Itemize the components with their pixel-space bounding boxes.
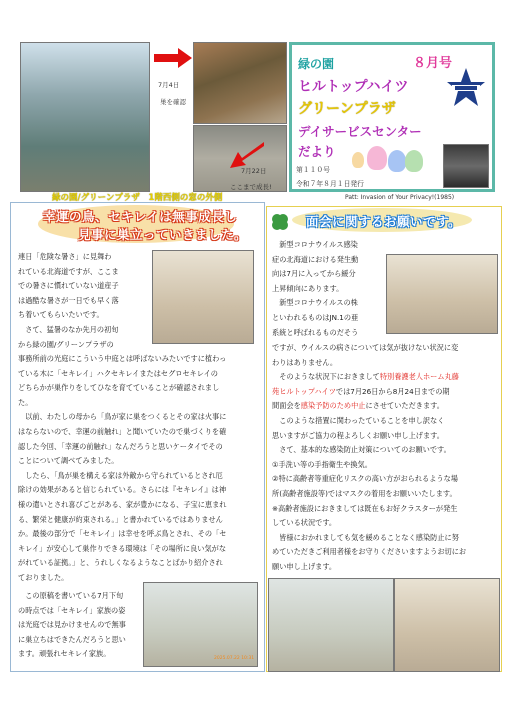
photo-residents-table bbox=[143, 582, 258, 667]
photo-nest-jul4 bbox=[193, 42, 287, 124]
left-line: さて、猛暑のなか先月の初旬 bbox=[18, 324, 119, 334]
right-line: といわれるものはJN.1の亜 bbox=[272, 312, 359, 322]
right-line: このような措置に関わったていることを申し訳なく bbox=[272, 415, 445, 425]
left-line: は光庭では見かけませんので無事 bbox=[18, 620, 126, 630]
left-line: た。 bbox=[18, 397, 33, 407]
photo-wheelchair-resident bbox=[394, 578, 500, 672]
right-line: めていただきご利用者様をお守りくださいますようお切にお bbox=[272, 547, 467, 557]
clover-icon bbox=[270, 212, 290, 232]
right-line: 皆様におかれましても気を緩めることなく感染防止に努 bbox=[272, 532, 459, 542]
masthead-line3: デイサービスセンター bbox=[298, 124, 422, 139]
right-line: している状況です。 bbox=[272, 518, 337, 528]
notice-facility-name-2: 苑ヒルトップハイツ bbox=[272, 386, 336, 396]
album-credit: Patt: Invasion of Your Privacy!(1985) bbox=[345, 194, 455, 201]
right-line: ①手洗い等の手指衛生や換気。 bbox=[272, 459, 372, 469]
photo-elderly-resident bbox=[386, 254, 498, 334]
right-para-top bbox=[272, 238, 390, 340]
left-line: 除けの効果があると信じられている。さらには『セキレイ』は神 bbox=[18, 485, 227, 495]
notice-text: にさせていただきます。 bbox=[365, 401, 444, 411]
left-line: ます。頑張れセキレイ家族。 bbox=[18, 649, 111, 659]
left-line: は過酷な暑さが一日でも早く落 bbox=[18, 295, 119, 305]
right-notice-line3 bbox=[272, 399, 498, 414]
caption-jul4-note: 巣を確認 bbox=[160, 98, 186, 106]
right-line: 向は7月に入ってから緩分 bbox=[272, 269, 356, 279]
left-line: キレイ」が安心して巣作りできる環境は「その場所に良い気がな bbox=[18, 543, 227, 553]
left-line: ち着いてもらいたいです。 bbox=[18, 310, 104, 320]
arrow-down-left-icon bbox=[226, 140, 266, 170]
left-line: この原稿を書いている7月下旬 bbox=[18, 591, 124, 600]
notice-text: そのような状況下におきまして bbox=[272, 372, 380, 382]
right-line: わりはありません。 bbox=[272, 357, 338, 367]
left-headline-2: 見事に巣立っていきました。 bbox=[78, 227, 248, 242]
left-headline-1: 幸運の鳥、セキレイは無事成長し bbox=[43, 209, 238, 224]
ghost-mascot-small-icon bbox=[352, 152, 364, 168]
photo-staff-with-resident bbox=[268, 578, 394, 672]
left-para-bottom bbox=[18, 589, 154, 662]
photo-staff-and-resident bbox=[152, 250, 254, 344]
notice-suspension: 感染予防のため中止 bbox=[300, 401, 366, 411]
left-line: がれている証拠。」と、うれしくなるようなことばかり紹介され bbox=[18, 558, 223, 568]
right-line: 所(高齢者施設等)ではマスクの着用をお願いいたします。 bbox=[272, 488, 457, 498]
right-line: 系統と呼ばれるものだそう bbox=[272, 327, 359, 337]
right-line: 思いますがご協力の程よろしくお願い申し上げます。 bbox=[272, 430, 444, 440]
left-line: の時点では「セキレイ」家族の姿 bbox=[18, 605, 126, 615]
caption-jul22-date: 7月22日 bbox=[241, 167, 267, 175]
team-star-logo-icon bbox=[446, 66, 486, 110]
right-notice-line1 bbox=[272, 370, 498, 385]
masthead-issue-date: 令和７年８月１日発行 bbox=[296, 180, 364, 188]
right-line: ※高齢者施設におきましては既在もお好クラスターが発生 bbox=[272, 503, 458, 513]
left-line: 連日「危険な暑さ」に見舞わ bbox=[18, 252, 112, 261]
left-line: どちらかが巣作りをしてひなを育てていることが確認されまし bbox=[18, 383, 220, 393]
right-line: ②特に高齢者等重症化リスクの高い方がおられるような場 bbox=[272, 474, 458, 484]
caption-jul4-date: 7月4日 bbox=[158, 81, 180, 89]
left-line: れている北海道ですが、ここま bbox=[18, 266, 119, 276]
left-line: に巣立ちはできたんだろうと思い bbox=[18, 634, 126, 644]
right-line: 願い申し上げます。 bbox=[272, 561, 337, 571]
right-line: 新型コロナウイルス感染 bbox=[272, 240, 358, 249]
left-line: から緑の園/グリーンプラザの bbox=[18, 339, 114, 349]
ghost-mascot-blue-icon bbox=[388, 150, 406, 172]
right-line: 新型コロナウイルスの株 bbox=[272, 298, 358, 308]
right-line: 上昇傾向にあります。 bbox=[272, 283, 344, 293]
caption-jul22-note: ここまで成長! bbox=[230, 183, 272, 191]
left-line: 以前、わたしの母から「鳥が家に巣をつくるとその家は火事に bbox=[18, 412, 227, 422]
ghost-mascot-green-icon bbox=[405, 150, 423, 172]
notice-text: 間面会を bbox=[272, 401, 301, 411]
left-line: ておりました。 bbox=[18, 572, 69, 582]
notice-text: では7月26日から8月24日までの期 bbox=[335, 386, 450, 396]
right-line: 症の北海道における発生動 bbox=[272, 254, 359, 264]
left-line: か。最後の部分で「セキレイ」は幸せを呼ぶ鳥とされ、その「セ bbox=[18, 529, 227, 539]
left-line: ている木に「セキレイ」ハクセキレイまたはセグロセキレイの bbox=[18, 368, 218, 378]
right-headline: 面会に関するお願いです。 bbox=[306, 214, 462, 229]
masthead-issue-label: ８月号 bbox=[413, 56, 453, 71]
left-para-full bbox=[18, 352, 258, 586]
right-para-full bbox=[272, 341, 498, 575]
ghost-mascot-pink-icon bbox=[367, 146, 387, 170]
photo-date-stamp: 2025.07.22 10:31 bbox=[214, 656, 255, 661]
masthead-line2: グリーンプラザ bbox=[298, 101, 396, 117]
left-line: したら、「鳥が巣を構える家は外敵から守られているとされ厄 bbox=[18, 470, 223, 480]
right-line: さて、基本的な感染防止対策についてのお願いです。 bbox=[272, 445, 451, 455]
album-cover-photo bbox=[443, 144, 489, 188]
right-line: ですが、ウイルスの病さについては気が抜けない状況に変 bbox=[272, 343, 459, 352]
masthead-line1: ヒルトップハイツ bbox=[298, 79, 409, 95]
masthead-line4: だより bbox=[298, 144, 336, 159]
left-line: 事務所前の光庭にこういう中庭とは呼ばないみたいですに植わっ bbox=[18, 354, 227, 363]
left-line: はならないので、幸運の前触れ」と聞いていたので巣づくりを確 bbox=[18, 426, 227, 436]
notice-facility-name: 特別養護老人ホーム丸藤 bbox=[379, 372, 459, 382]
masthead-issue-number: 第１１０号 bbox=[296, 166, 330, 174]
left-line: 様の遣いとされ喜びごとがある、家が豊かになる、子宝に恵まれ bbox=[18, 499, 227, 509]
location-caption: 緑の園/グリーンプラザ 1階西側の窓の外側 bbox=[52, 193, 223, 203]
photo-spruce-tree bbox=[20, 42, 150, 192]
masthead-org: 緑の園 bbox=[298, 57, 335, 71]
left-line: る、繁栄と健康が約束される。」と書かれているではありません bbox=[18, 514, 223, 524]
left-para-top bbox=[18, 250, 156, 352]
left-line: 認した今回、「幸運の前触れ」なんだろうと思いケータイでその bbox=[18, 441, 223, 451]
arrow-right-icon bbox=[152, 46, 194, 70]
left-line: での暑さに慣れていない道産子 bbox=[18, 281, 119, 291]
left-line: ことについて調べてみました。 bbox=[18, 456, 119, 466]
right-notice-line2 bbox=[272, 385, 498, 400]
